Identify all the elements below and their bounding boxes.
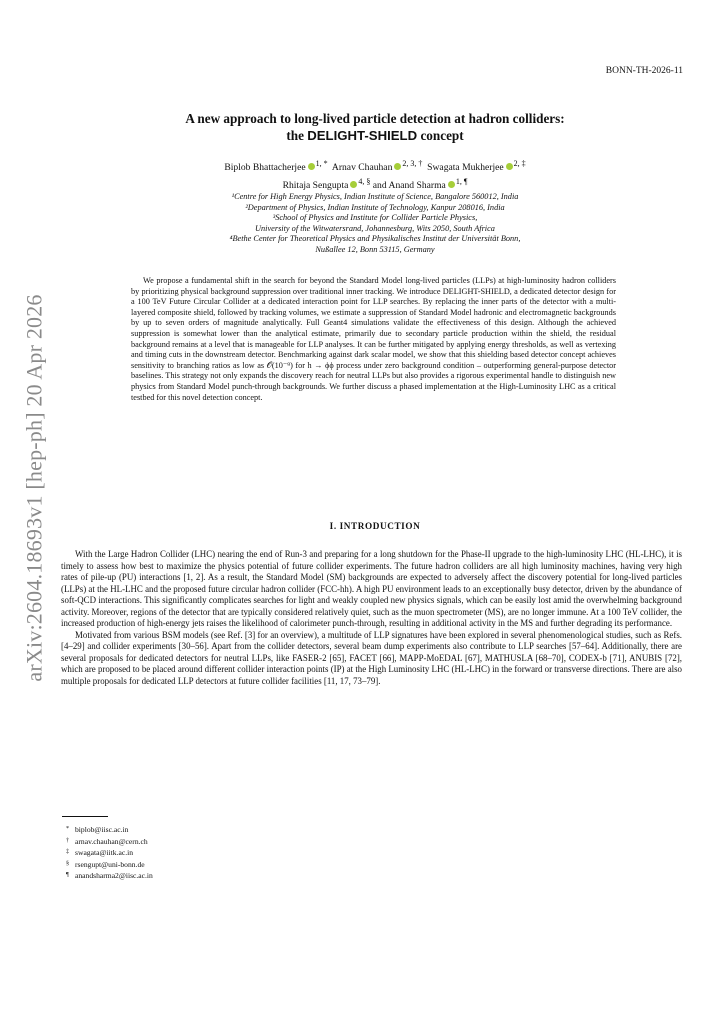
paragraph: Motivated from various BSM models (see Ref. [3] for an overview), a multitude of LLP signatures have been explored in several phenomenological studies, such as Refs. [4–29] and collider experiments [30–56]. Apart from the collider detectors, several beam dump experiments also contribute to LLP searches [57–64]. Additionally, there are several proposals for dedicated detectors for neutral LLPs, like FASER-2 [65], FACET [66], MAPP-MoEDAL [67], MATHUSLA [68–70], CODEX-b [71], ANUBIS [72], which are proposed to be placed around different collider interaction points (IP) at the High Luminosity LHC (HL-LHC) in the forward or transverse directions. There are also multiple proposals for dedicated LLP detectors at future collider facilities [11, 17, 73–79]. bbox=[61, 629, 682, 686]
affiliation-line: ⁴Bethe Center for Theoretical Physics and Physikalisches Institut der Universität Bonn, bbox=[229, 234, 521, 244]
affiliation-line: ¹Centre for High Energy Physics, Indian Institute of Science, Bangalore 560012, India bbox=[231, 192, 519, 201]
introduction-body bbox=[61, 549, 682, 687]
author-marks: 1, * bbox=[315, 159, 328, 168]
author-name: Rhitaja Sengupta bbox=[282, 180, 349, 192]
orcid-icon[interactable] bbox=[506, 163, 513, 170]
author-conjunction: and bbox=[372, 180, 387, 192]
author-marks: 1, ¶ bbox=[455, 177, 468, 187]
affiliation-line: University of the Witwatersrand, Johannesburg, Wits 2050, South Africa bbox=[255, 223, 495, 233]
affiliation-line: ²Department of Physics, Indian Institute of Technology, Kanpur 208016, India bbox=[245, 202, 505, 212]
orcid-icon[interactable] bbox=[394, 163, 401, 170]
footnote-email[interactable]: biplob@iisc.ac.in bbox=[75, 825, 129, 834]
author-name: Anand Sharma bbox=[388, 180, 446, 192]
orcid-icon[interactable] bbox=[308, 163, 315, 170]
author-marks: 4, § bbox=[358, 177, 371, 187]
arxiv-identifier: arXiv:2604.18693v1 [hep-ph] 20 Apr 2026 bbox=[22, 293, 47, 682]
orcid-icon[interactable] bbox=[448, 181, 455, 188]
footnote-rule bbox=[62, 816, 108, 817]
footnote bbox=[66, 836, 153, 848]
footnote-mark: § bbox=[66, 859, 70, 867]
footnote-mark: * bbox=[66, 825, 70, 832]
abstract-text: We propose a fundamental shift in the search for beyond the Standard Model long-lived particles (LLPs) at high-luminosity hadron colliders by prioritizing physical background suppression over traditional inner tracking. We introduce DELIGHT-SHIELD, a dedicated detector design for a 100 TeV Future Circular Collider at a dedicated interaction point for LLP searches. By replacing the inner parts of the detector with a multi-layered composite shield, followed by tracking volumes, we estimate a suppression of Standard Model hadronic and electromagnetic backgrounds by up to seven orders of magnitude analytically. Full Geant4 simulations validate the effectiveness of this design. Although the achieved suppression is somewhat lower than the analytical estimate, primarily due to secondary particle production within the shield, the residual background remains at a level that is manageable for LLP analyses. It can be further mitigated by applying energy thresholds, as well as vertexing and timing cuts in the downstream detector. Benchmarking against dark scalar model, we show that this shielding based detector concept achieves sensitivity to branching ratios as low as 𝒪(10⁻⁹) for h → ϕϕ process under zero background condition – outperforming general-purpose detector baselines. This strategy not only expands the discovery reach for neutral LLPs but also provides a rigorous experimental handle to distinguish new physics from Standard Model punch-through backgrounds. We further discuss a phased implementation at the High-Luminosity LHC as a critical testbed for this novel detection concept. bbox=[131, 276, 616, 402]
footnotes bbox=[66, 824, 153, 882]
footnote bbox=[66, 824, 153, 836]
title-line-1: A new approach to long-lived particle detection at hadron colliders: bbox=[185, 111, 565, 126]
affiliation-line: ³School of Physics and Institute for Collider Particle Physics, bbox=[272, 213, 478, 223]
footnote-mark: † bbox=[66, 836, 70, 844]
footnote-mark: ¶ bbox=[66, 871, 69, 878]
detector-name: DELIGHT-SHIELD bbox=[307, 128, 418, 143]
author-name: Swagata Mukherjee bbox=[427, 162, 504, 174]
footnote-email[interactable]: anandsharma2@iisc.ac.in bbox=[75, 871, 153, 880]
paper-title bbox=[75, 110, 675, 144]
arxiv-side-stamp bbox=[20, 295, 50, 680]
author-marks: 2, 3, † bbox=[402, 159, 423, 168]
author-name: Arnav Chauhan bbox=[331, 162, 393, 174]
author-list bbox=[75, 157, 675, 193]
footnote-email[interactable]: swagata@iitk.ac.in bbox=[75, 848, 134, 857]
footnote bbox=[66, 870, 153, 882]
footnote-email[interactable]: rsengupt@uni-bonn.de bbox=[75, 859, 145, 869]
affiliations bbox=[75, 192, 675, 256]
report-number: BONN-TH-2026-11 bbox=[605, 66, 683, 76]
title-line-2: the DELIGHT-SHIELD concept bbox=[286, 128, 464, 143]
paragraph: With the Large Hadron Collider (LHC) nearing the end of Run-3 and preparing for a long shutdown for the Phase-II upgrade to the high-luminosity LHC (HL-LHC), it is timely to assess how best to maximize the physics potential of future collider experiments. The future hadron colliders are all high luminosity machines, having very high rates of pile-up (PU) interactions [1, 2]. As a result, the Standard Model (SM) backgrounds are expected to adversely affect the discovery potential for long-lived particles (LLPs) at the HL-LHC and the proposed future circular hadron collider (FCC-hh). A high PU environment leads to an exceptionally busy detector, driven by the abundance of soft-QCD interactions. This significantly complicates searches for light and weakly coupled new physics signals, which can be easily lost amid the overwhelming background activity. Moreover, regions of the detector that are typically considered relatively quiet, such as the muon spectrometer (MS), are no longer immune. At a 100 TeV collider, the increased production of high-energy jets raises the likelihood of calorimeter punch-through, resulting in additional activity in the MS and further degrading its performance. bbox=[61, 549, 682, 628]
footnote bbox=[66, 859, 153, 871]
author-line-2 bbox=[75, 175, 675, 193]
footnote-mark: ‡ bbox=[66, 848, 70, 855]
footnote-email[interactable]: arnav.chauhan@cern.ch bbox=[75, 836, 148, 846]
abstract bbox=[131, 276, 616, 403]
author-name: Biplob Bhattacherjee bbox=[224, 162, 306, 174]
affiliation-line: Nußallee 12, Bonn 53115, Germany bbox=[315, 244, 435, 254]
footnote bbox=[66, 847, 153, 859]
author-marks: 2, ‡ bbox=[513, 159, 526, 168]
orcid-icon[interactable] bbox=[350, 181, 357, 188]
author-line-1 bbox=[75, 157, 675, 175]
section-heading: I. INTRODUCTION bbox=[329, 521, 421, 531]
